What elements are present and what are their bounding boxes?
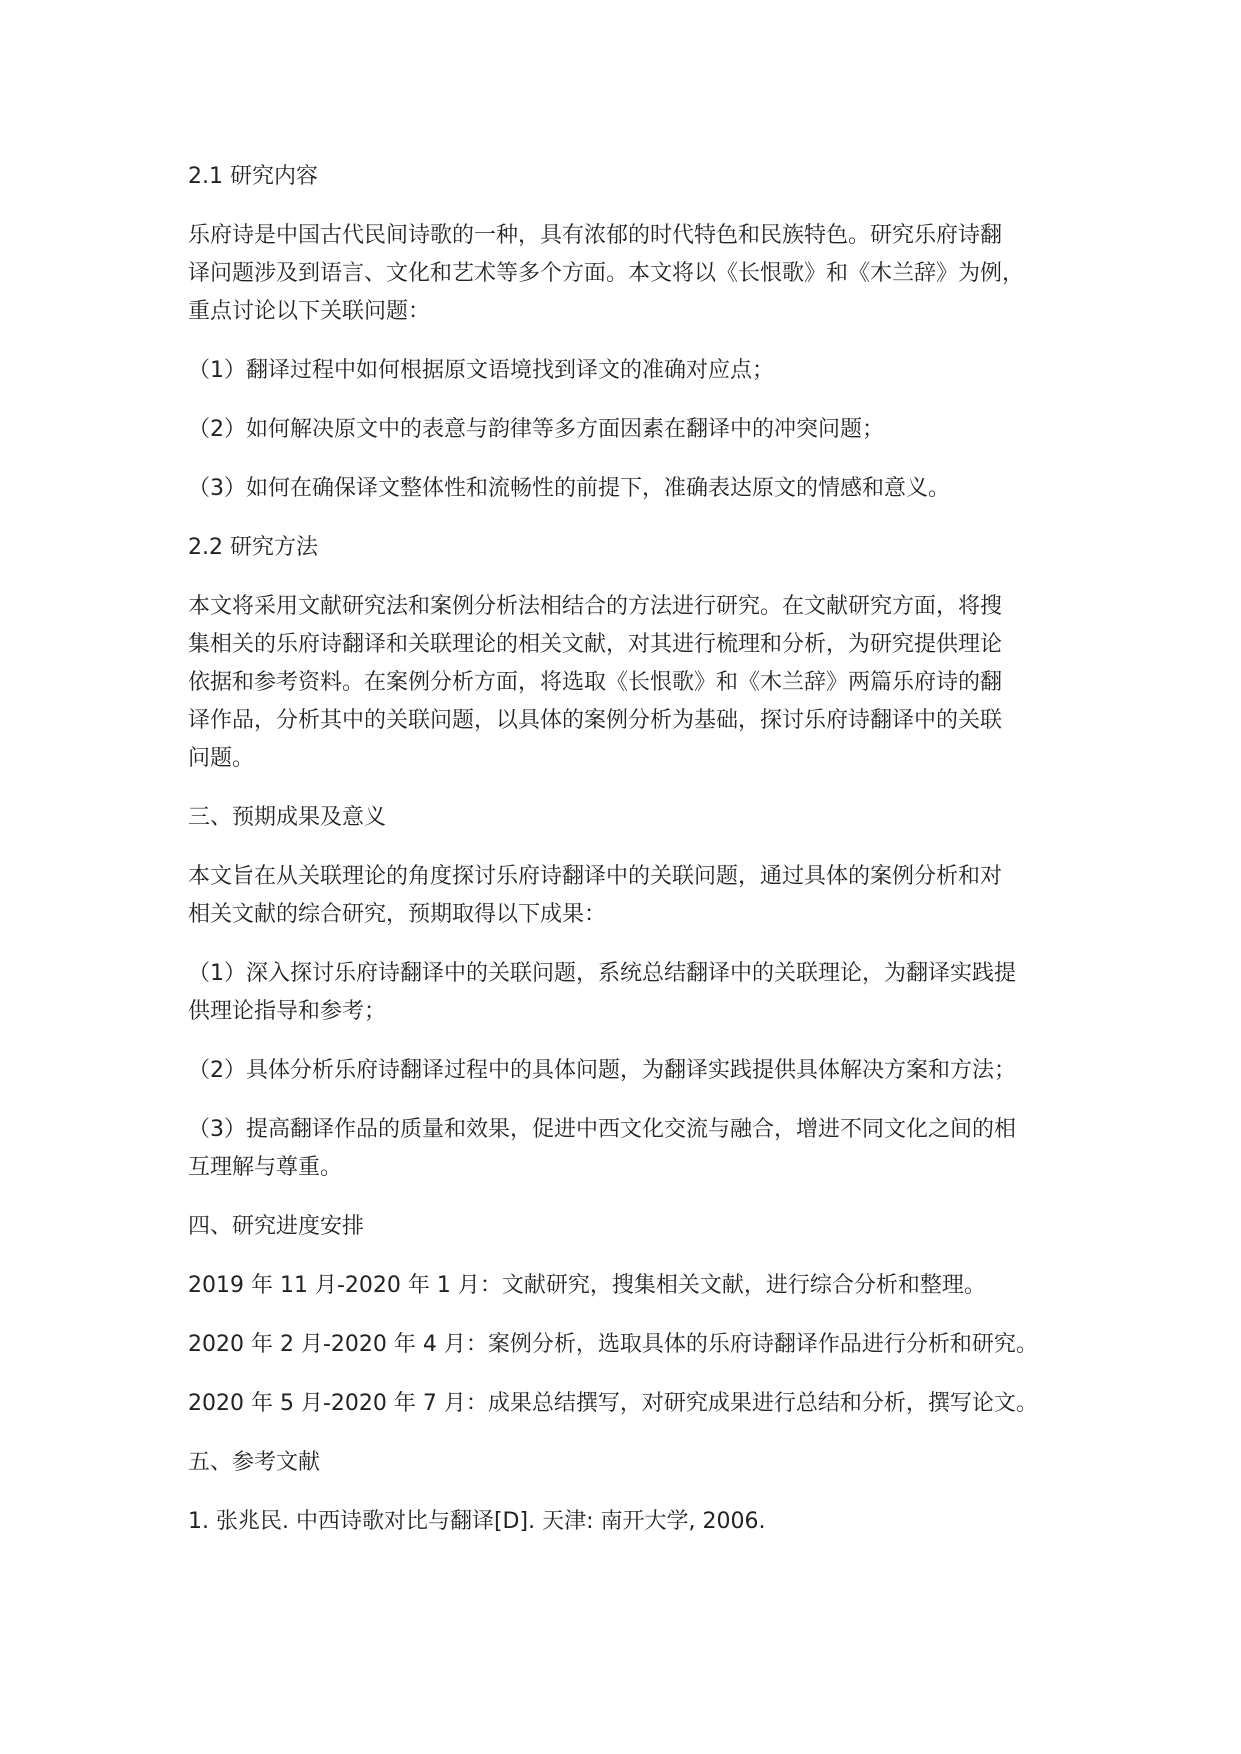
text-line: 乐府诗是中国古代民间诗歌的一种，具有浓郁的时代特色和民族特色。研究乐府诗翻 [188,223,1003,248]
text-line: 1. 张兆民. 中西诗歌对比与翻译[D]. 天津: 南开大学, 2006. [188,1509,766,1534]
text-line: 译作品，分析其中的关联问题，以具体的案例分析为基础，探讨乐府诗翻译中的关联 [188,708,1003,733]
text-line: （1）深入探讨乐府诗翻译中的关联问题，系统总结翻译中的关联理论，为翻译实践提 [188,961,1016,986]
schedule-item [188,1267,1068,1305]
text-line: （2）如何解决原文中的表意与韵律等多方面因素在翻译中的冲突问题； [188,417,884,442]
section-heading-4: 四、研究进度安排 [188,1214,365,1239]
paragraph-2-2-body [188,588,1068,778]
paragraph-2-1-intro [188,217,1068,331]
text-line: 依据和参考资料。在案例分析方面，将选取《长恨歌》和《木兰辞》两篇乐府诗的翻 [188,670,1003,695]
paragraph-3-intro [188,858,1068,934]
text-line: 集相关的乐府诗翻译和关联理论的相关文献，对其进行梳理和分析，为研究提供理论 [188,632,1003,657]
text-line: 供理论指导和参考； [188,999,387,1024]
text-line: 译问题涉及到语言、文化和艺术等多个方面。本文将以《长恨歌》和《木兰辞》为例， [188,261,1025,286]
text-line: 本文旨在从关联理论的角度探讨乐府诗翻译中的关联问题，通过具体的案例分析和对 [188,864,1003,889]
document-body [188,158,1068,1562]
text-line: 本文将采用文献研究法和案例分析法相结合的方法进行研究。在文献研究方面，将搜 [188,594,1003,619]
text-line: 互理解与尊重。 [188,1155,343,1180]
section-heading-2-2: 2.2 研究方法 [188,535,318,560]
section-heading-3: 三、预期成果及意义 [188,805,387,830]
list-item [188,470,1068,508]
list-item [188,1111,1068,1187]
text-line: （3）如何在确保译文整体性和流畅性的前提下，准确表达原文的情感和意义。 [188,476,950,501]
text-line: （3）提高翻译作品的质量和效果，促进中西文化交流与融合，增进不同文化之间的相 [188,1117,1016,1142]
schedule-item [188,1385,1068,1423]
list-item [188,955,1068,1031]
text-line: 重点讨论以下关联问题： [188,299,431,324]
text-line: 2020 年 5 月-2020 年 7 月：成果总结撰写，对研究成果进行总结和分析，撰写论文。 [188,1391,1038,1416]
text-line: 2019 年 11 月-2020 年 1 月：文献研究，搜集相关文献，进行综合分析和整理。 [188,1273,986,1298]
text-line: 2020 年 2 月-2020 年 4 月：案例分析，选取具体的乐府诗翻译作品进行分析和研究。 [188,1332,1038,1357]
schedule-item [188,1326,1068,1364]
reference-item [188,1503,1068,1541]
list-item [188,1052,1068,1090]
section-heading-5: 五、参考文献 [188,1450,321,1475]
text-line: （1）翻译过程中如何根据原文语境找到译文的准确对应点； [188,358,774,383]
list-item [188,352,1068,390]
section-heading-2-1: 2.1 研究内容 [188,164,318,189]
list-item [188,411,1068,449]
text-line: 相关文献的综合研究，预期取得以下成果： [188,902,607,927]
text-line: 问题。 [188,746,255,771]
text-line: （2）具体分析乐府诗翻译过程中的具体问题，为翻译实践提供具体解决方案和方法； [188,1058,1016,1083]
